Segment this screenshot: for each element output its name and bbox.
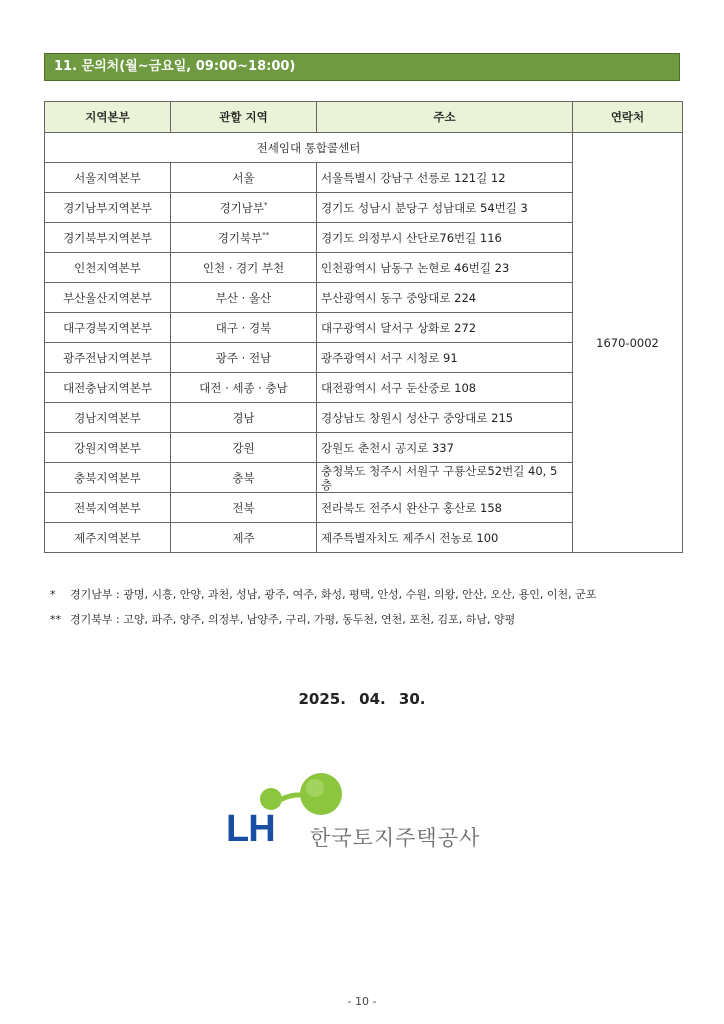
area-cell xyxy=(171,253,317,283)
address-cell: 경기도 의정부시 산단로76번길 116 xyxy=(317,223,573,253)
callcenter-row xyxy=(45,133,683,163)
address-cell: 제주특별자치도 제주시 전농로 100 xyxy=(317,523,573,553)
area-cell xyxy=(171,373,317,403)
footnote-south xyxy=(50,588,596,613)
callcenter-label: 전세임대 통합콜센터 xyxy=(45,133,573,163)
hq-cell: 강원지역본부 xyxy=(45,433,171,463)
address-cell: 부산광역시 동구 중앙대로 224 xyxy=(317,283,573,313)
header-hq: 지역본부 xyxy=(45,102,171,133)
area-label: 강원 xyxy=(232,440,255,455)
table-header-row xyxy=(45,102,683,133)
area-label: 서울 xyxy=(232,170,255,185)
logo-mark: LH xyxy=(226,808,275,850)
hq-cell: 충북지역본부 xyxy=(45,463,171,493)
footnote-text: 경기남부 : 광명, 시흥, 안양, 과천, 성남, 광주, 여주, 화성, 평택, 안성, 수원, 의왕, 안산, 오산, 용인, 이천, 군포 xyxy=(70,588,597,601)
hq-cell: 경남지역본부 xyxy=(45,403,171,433)
hq-cell: 서울지역본부 xyxy=(45,163,171,193)
area-label: 경기남부 xyxy=(219,200,264,215)
address-cell: 서울특별시 강남구 선릉로 121길 12 xyxy=(317,163,573,193)
area-label: 경남 xyxy=(232,410,255,425)
area-cell xyxy=(171,463,317,493)
address-cell: 경기도 성남시 분당구 성남대로 54번길 3 xyxy=(317,193,573,223)
contact-table xyxy=(44,101,683,553)
footnote-text: 경기북부 : 고양, 파주, 양주, 의정부, 남양주, 구리, 가평, 동두천, 연천, 포천, 김포, 하남, 양평 xyxy=(70,613,516,626)
section-title: 11. 문의처(월~금요일, 09:00~18:00) xyxy=(54,59,296,74)
footnote-mark: * xyxy=(263,200,268,209)
footnotes xyxy=(50,588,596,638)
section-header xyxy=(44,53,680,81)
footnote-mark: ** xyxy=(50,613,61,626)
hq-cell: 경기북부지역본부 xyxy=(45,223,171,253)
area-label: 광주 · 전남 xyxy=(215,350,272,365)
phone-number: 1670-0002 xyxy=(573,133,683,553)
hq-cell: 대구경북지역본부 xyxy=(45,313,171,343)
area-label: 제주 xyxy=(232,530,255,545)
area-label: 대구 · 경북 xyxy=(215,320,272,335)
address-cell: 충청북도 청주시 서원구 구룡산로52번길 40, 5층 xyxy=(317,463,573,493)
hq-cell: 부산울산지역본부 xyxy=(45,283,171,313)
address-cell: 대구광역시 달서구 상화로 272 xyxy=(317,313,573,343)
area-cell xyxy=(171,193,317,223)
footnote-mark: ** xyxy=(262,230,270,239)
header-area: 관할 지역 xyxy=(171,102,317,133)
area-cell xyxy=(171,313,317,343)
address-cell: 강원도 춘천시 공지로 337 xyxy=(317,433,573,463)
address-cell: 대전광역시 서구 둔산중로 108 xyxy=(317,373,573,403)
area-cell xyxy=(171,493,317,523)
document-date: 2025. 04. 30. xyxy=(298,690,426,708)
address-cell: 전라북도 전주시 완산구 홍산로 158 xyxy=(317,493,573,523)
area-label: 전북 xyxy=(232,500,255,515)
header-address: 주소 xyxy=(317,102,573,133)
hq-cell: 전북지역본부 xyxy=(45,493,171,523)
hq-cell: 제주지역본부 xyxy=(45,523,171,553)
hq-cell: 대전충남지역본부 xyxy=(45,373,171,403)
footnote-north xyxy=(50,613,596,638)
area-cell xyxy=(171,163,317,193)
address-cell: 광주광역시 서구 시청로 91 xyxy=(317,343,573,373)
hq-cell: 경기남부지역본부 xyxy=(45,193,171,223)
area-cell xyxy=(171,403,317,433)
hq-cell: 인천지역본부 xyxy=(45,253,171,283)
hq-cell: 광주전남지역본부 xyxy=(45,343,171,373)
area-cell xyxy=(171,223,317,253)
footnote-mark: * xyxy=(50,588,56,601)
logo-company-name: 한국토지주택공사 xyxy=(310,826,481,850)
area-cell xyxy=(171,283,317,313)
page-number: - 10 - xyxy=(347,995,377,1008)
area-cell xyxy=(171,523,317,553)
area-label: 경기북부 xyxy=(217,230,263,245)
area-label: 충북 xyxy=(232,470,255,485)
header-contact: 연락처 xyxy=(573,102,683,133)
area-cell xyxy=(171,433,317,463)
area-label: 부산 · 울산 xyxy=(215,290,272,305)
area-label: 대전 · 세종 · 충남 xyxy=(199,380,288,395)
lh-logo xyxy=(222,772,502,852)
area-cell xyxy=(171,343,317,373)
area-label: 인천 · 경기 부천 xyxy=(202,260,285,275)
address-cell: 인천광역시 남동구 논현로 46번길 23 xyxy=(317,253,573,283)
address-cell: 경상남도 창원시 성산구 중앙대로 215 xyxy=(317,403,573,433)
